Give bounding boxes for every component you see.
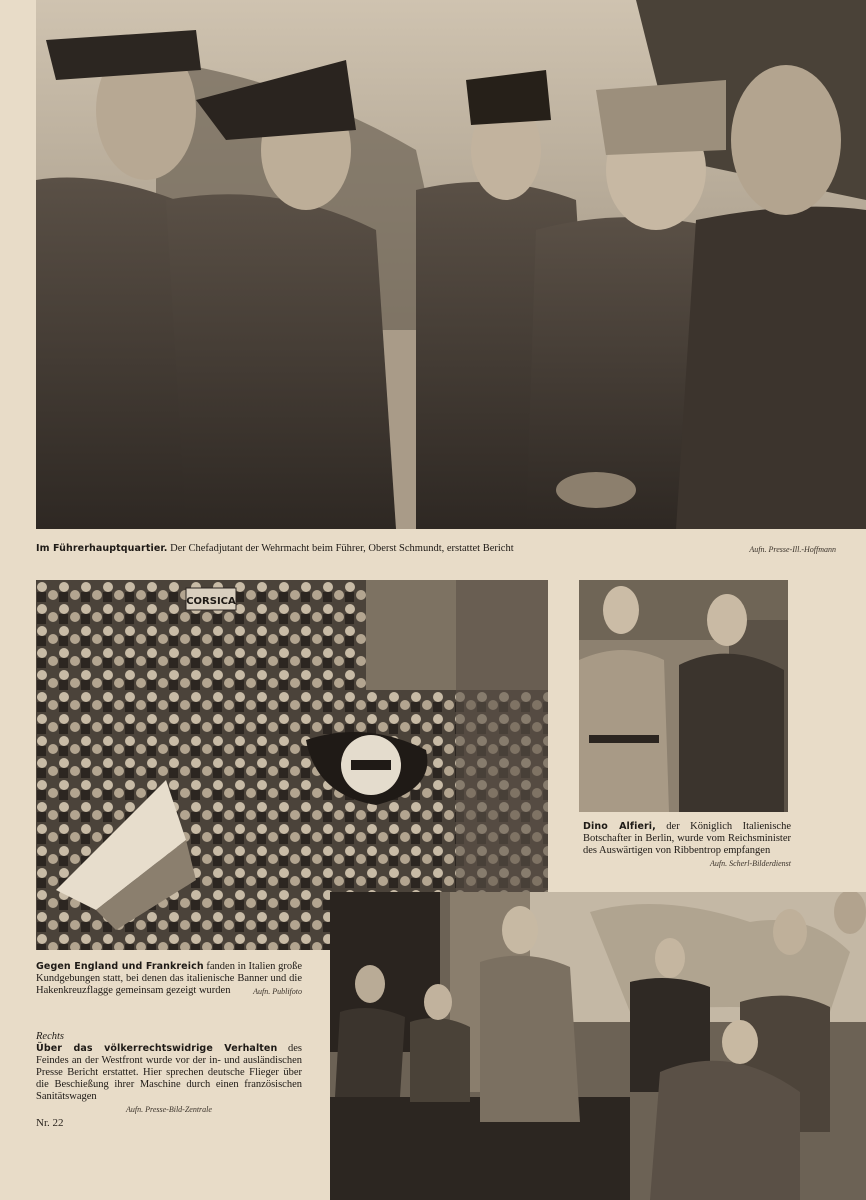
caption-alfieri-text: der Königlich Italienische Botschafter in Berlin, wurde vom Reichsminister des Auswärtigen von Ribbentrop empfangen <box>583 821 792 856</box>
photo-alfieri <box>579 580 788 812</box>
credit-headquarters: Aufn. Presse-Ill.-Hoffmann <box>749 545 836 554</box>
caption-italy-lead: Gegen England und Frankreich <box>36 961 204 972</box>
photo-headquarters <box>36 0 866 529</box>
caption-italy <box>36 961 302 998</box>
caption-italy-text: fanden in Italien große Kundgebungen statt, bei denen das italienische Banner und die Hakenkreuzflagge gemeinsam gezeigt wurden <box>36 961 302 996</box>
caption-headquarters-text: Der Chefadjutant der Wehrmacht beim Führer, Oberst Schmundt, erstattet Bericht <box>167 543 514 554</box>
photo-alfieri-image <box>579 580 788 812</box>
caption-westfront-lead: Über das völkerrechtswidrige Verhalten <box>36 1043 278 1054</box>
caption-alfieri-lead: Dino Alfieri, <box>583 821 656 832</box>
photo-westfront-image <box>330 892 866 1200</box>
photo-westfront <box>330 892 866 1200</box>
credit-westfront: Aufn. Presse-Bild-Zentrale <box>126 1105 212 1114</box>
caption-headquarters-lead: Im Führerhauptquartier. <box>36 543 168 554</box>
photo-headquarters-image <box>36 0 866 529</box>
caption-westfront-label: Rechts <box>36 1031 64 1042</box>
credit-alfieri: Aufn. Scherl-Bilderdienst <box>709 859 791 868</box>
caption-headquarters <box>36 543 836 555</box>
caption-westfront-text: des Feindes an der Westfront wurde vor der in- und ausländischen Presse Bericht erstattet. Hier sprechen deutsche Flieger über die Beschießung ihrer Maschine durch einen französischen Sanitätswagen <box>36 1043 302 1102</box>
caption-westfront <box>36 1031 302 1116</box>
caption-alfieri <box>583 821 791 870</box>
credit-italy: Aufn. Publifoto <box>253 987 302 996</box>
rally-sign-text: CORSICA <box>186 596 236 607</box>
page-number: Nr. 22 <box>36 1117 64 1129</box>
